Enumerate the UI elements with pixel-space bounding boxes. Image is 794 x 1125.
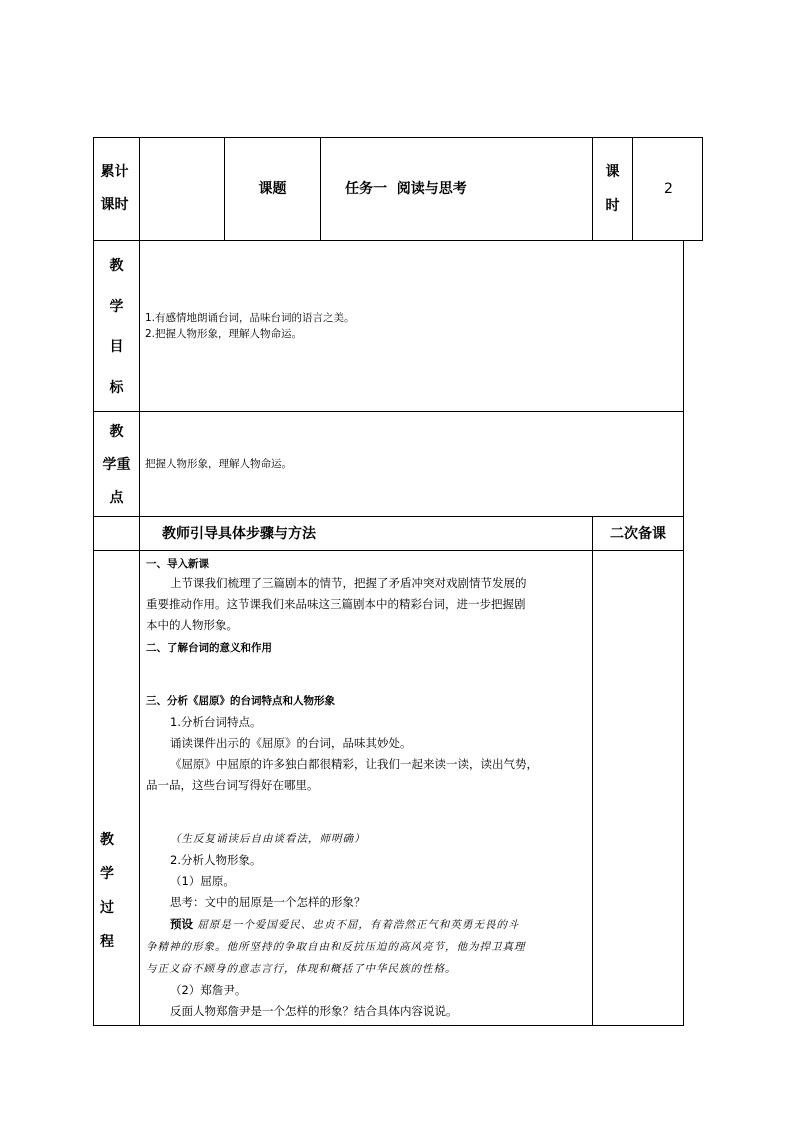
process-side-cell bbox=[592, 551, 683, 1025]
note: （生反复诵读后自由谈看法，师明确） bbox=[170, 833, 366, 845]
hours-value-cell bbox=[632, 138, 704, 240]
preset-text: 屈原是一个爱国爱民、忠贞不屈，有着浩然正气和英勇无畏的斗 bbox=[193, 919, 520, 931]
preset-line: 争精神的形象。他所坚持的争取自由和反抗压迫的高风亮节，他为捍卫真理 bbox=[146, 941, 526, 953]
paragraph: （1）屈原。 bbox=[170, 874, 235, 888]
objective-item: 2.把握人物形象，理解人物命运。 bbox=[145, 328, 303, 340]
process-header-row bbox=[93, 516, 684, 551]
objectives-label-4: 标 bbox=[109, 379, 124, 396]
keypoints-text: 把握人物形象，理解人物命运。 bbox=[145, 458, 292, 470]
paragraph: 1.分析台词特点。 bbox=[170, 715, 262, 729]
paragraph: 《屈原》中屈原的许多独白都很精彩，让我们一起来读一读，读出气势， bbox=[170, 757, 538, 771]
objectives-label-2: 学 bbox=[109, 298, 124, 315]
paragraph: 本中的人物形象。 bbox=[146, 618, 238, 632]
objectives-label-1: 教 bbox=[109, 258, 124, 275]
process-label-3: 过 bbox=[100, 900, 114, 916]
cumulative-label-cell bbox=[94, 138, 139, 240]
keypoints-label-1: 教 bbox=[109, 423, 124, 440]
process-label-cell bbox=[94, 551, 139, 1025]
hours-value: 2 bbox=[664, 181, 673, 197]
hours-label-2: 时 bbox=[605, 198, 620, 214]
paragraph: 重要推动作用。这节课我们来品味这三篇剧本中的精彩台词，进一步把握剧 bbox=[146, 597, 526, 611]
preset-label: 预设 bbox=[170, 917, 193, 931]
hours-label-cell bbox=[592, 138, 632, 240]
process-content-cell bbox=[139, 551, 592, 1025]
objective-item: 1.有感情地朗诵台词，品味台词的语言之美。 bbox=[145, 312, 355, 324]
process-header-side: 二次备课 bbox=[610, 525, 666, 542]
keypoints-content-cell bbox=[139, 412, 683, 516]
keypoints-label-3: 点 bbox=[109, 490, 124, 507]
cumulative-label: 累计课时 bbox=[100, 164, 129, 213]
objectives-row bbox=[93, 240, 684, 412]
paragraph: 上节课我们梳理了三篇剧本的情节，把握了矛盾冲突对戏剧情节发展的 bbox=[170, 576, 527, 590]
keypoints-label-cell bbox=[94, 412, 139, 516]
section-title: 二、了解台词的意义和作用 bbox=[146, 642, 272, 654]
paragraph: 2.分析人物形象。 bbox=[170, 853, 262, 867]
header-row bbox=[93, 137, 703, 241]
process-label-1: 教 bbox=[100, 832, 114, 848]
objectives-label-3: 目 bbox=[109, 339, 124, 356]
keypoints-label-2: 学重 bbox=[102, 456, 131, 473]
paragraph: 反面人物郑詹尹是一个怎样的形象？结合具体内容说说。 bbox=[170, 1004, 458, 1018]
objectives-label-cell bbox=[94, 241, 139, 411]
topic-label-cell bbox=[224, 138, 320, 240]
topic-label: 课题 bbox=[258, 181, 287, 197]
hours-label-1: 课 bbox=[605, 164, 620, 180]
topic-value: 任务一 阅读与思考 bbox=[345, 181, 467, 197]
paragraph: 思考：文中的屈原是一个怎样的形象？ bbox=[170, 895, 366, 909]
keypoints-row bbox=[93, 411, 684, 517]
process-row bbox=[93, 550, 684, 1026]
preset-line: 与正义奋不顾身的意志言行，体现和概括了中华民族的性格。 bbox=[146, 963, 457, 975]
paragraph: 品一品，这些台词写得好在哪里。 bbox=[146, 778, 319, 792]
section-title: 三、分析《屈原》的台词特点和人物形象 bbox=[146, 695, 335, 707]
section-title: 一、导入新课 bbox=[146, 558, 209, 570]
topic-value-cell bbox=[320, 138, 592, 240]
cumulative-value-cell bbox=[139, 138, 224, 240]
paragraph: 诵读课件出示的《屈原》的台词，品味其妙处。 bbox=[170, 736, 412, 750]
process-header-main: 教师引导具体步骤与方法 bbox=[162, 525, 316, 542]
paragraph: （2）郑詹尹。 bbox=[170, 983, 247, 997]
process-label-4: 程 bbox=[100, 934, 114, 950]
preset-line bbox=[146, 913, 588, 936]
process-header-main-cell bbox=[139, 517, 592, 550]
objectives-content-cell bbox=[139, 241, 683, 411]
process-header-side-cell bbox=[592, 517, 683, 550]
process-label-2: 学 bbox=[100, 866, 114, 882]
